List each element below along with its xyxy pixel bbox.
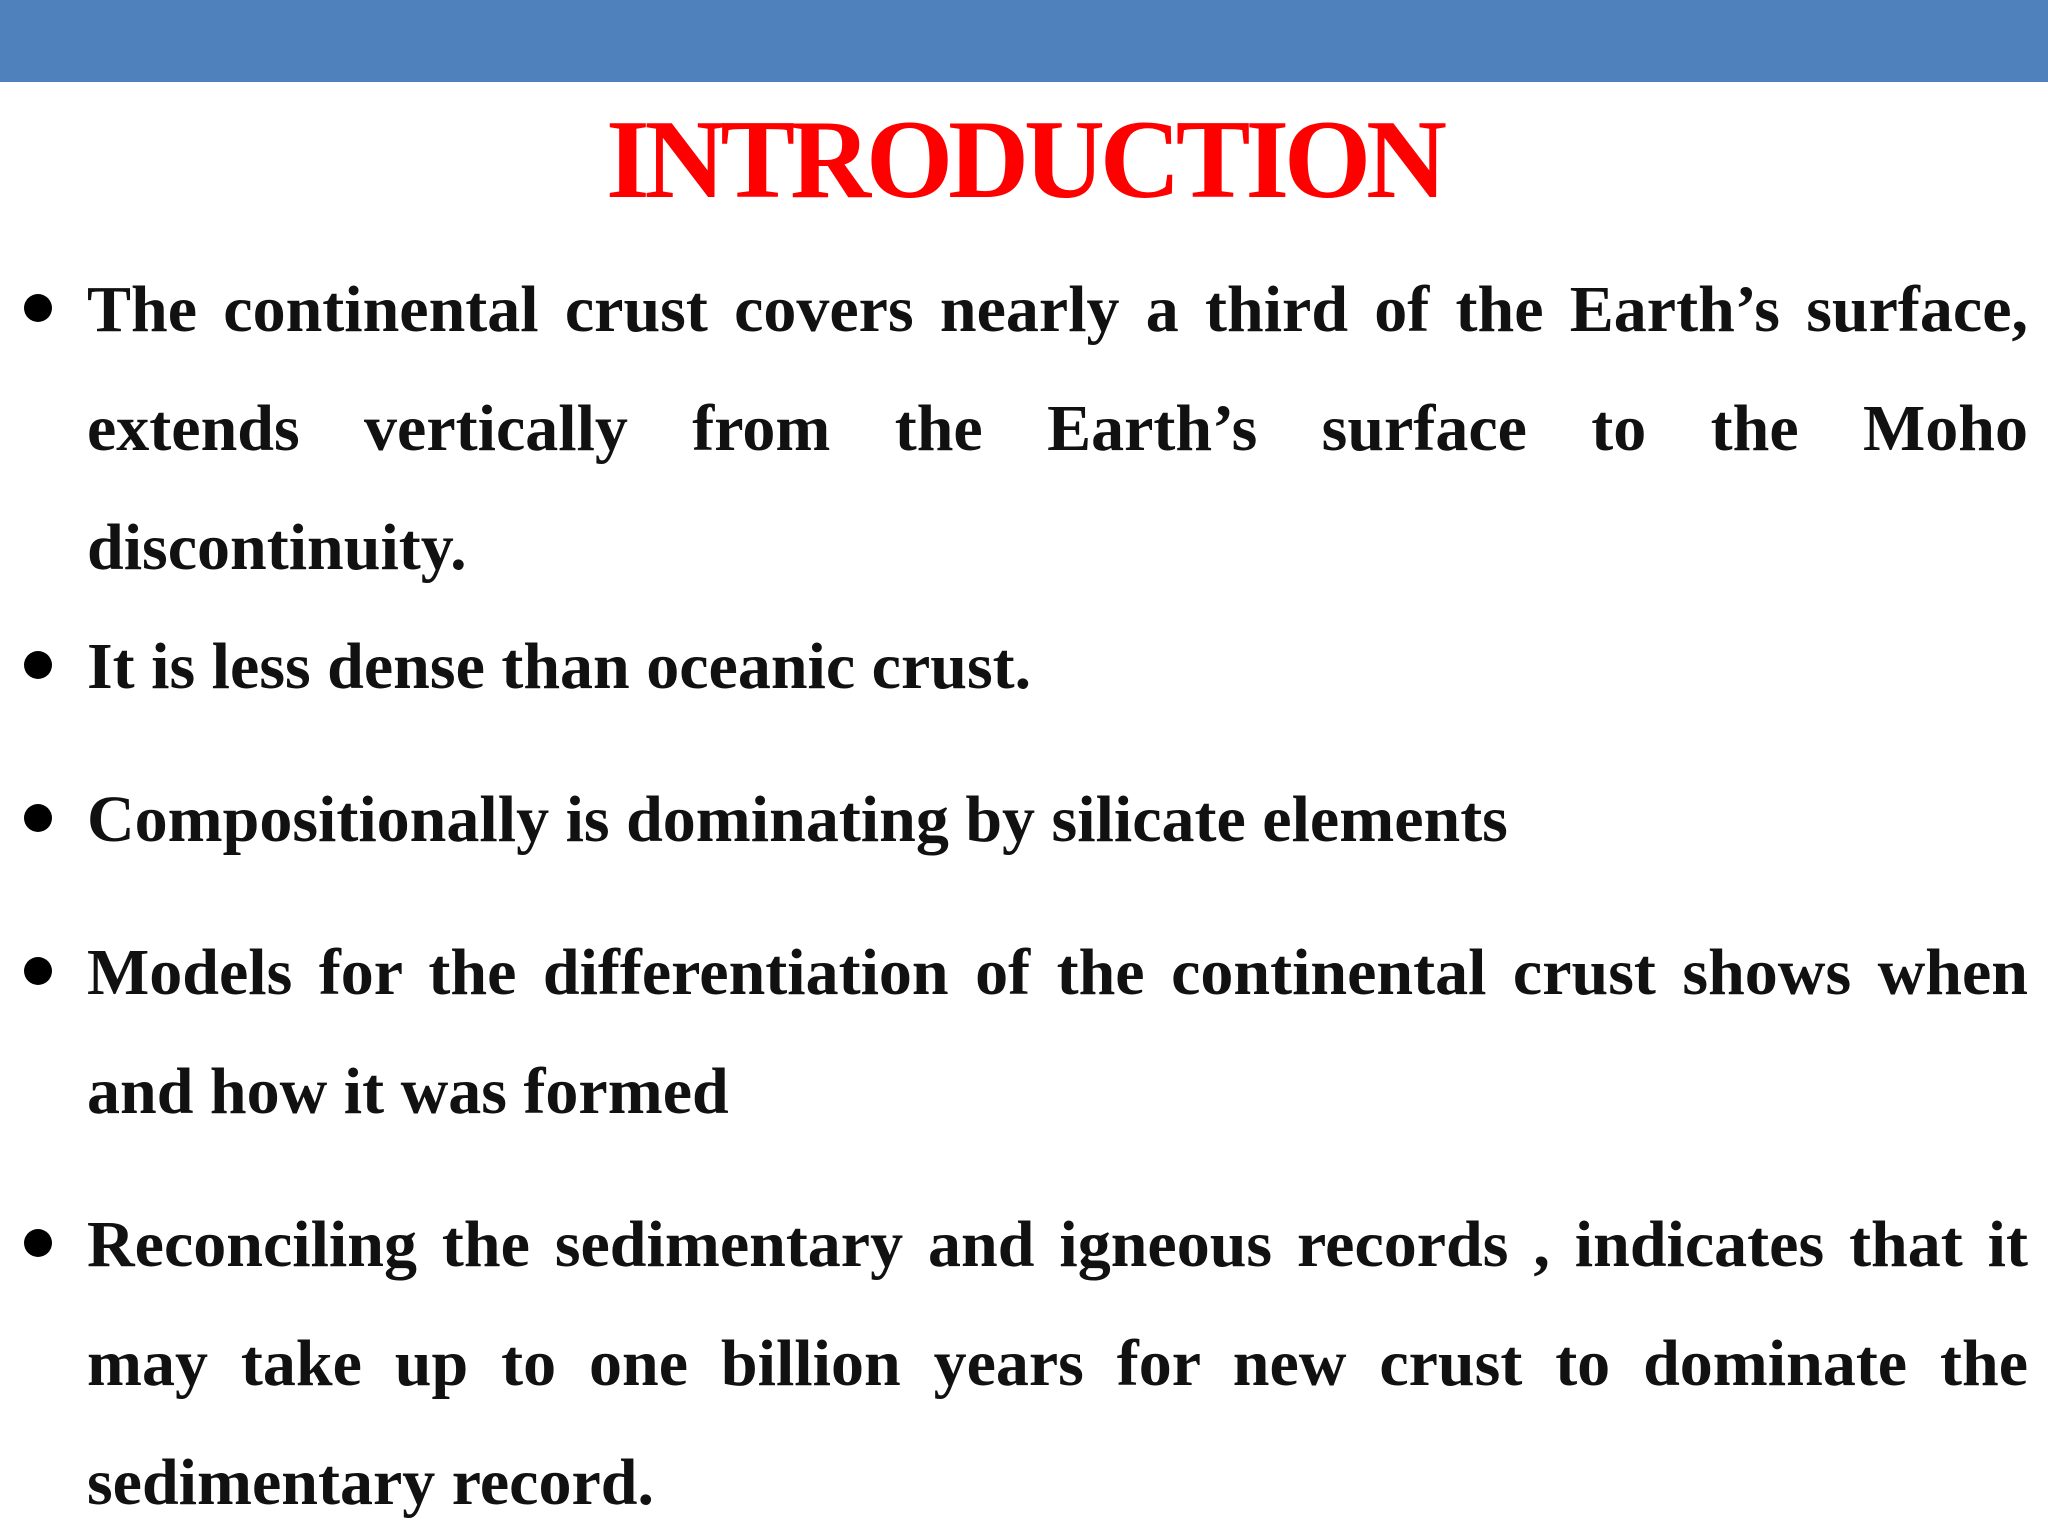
bullet-item (0, 760, 2048, 879)
slide-title: INTRODUCTION (605, 98, 1443, 222)
bullet-item (0, 250, 2048, 607)
bullet-dot-icon (24, 804, 52, 832)
bullet-dot-icon (24, 651, 52, 679)
bullet-list (0, 250, 2048, 1536)
bullet-item (0, 607, 2048, 726)
bullet-text: Models for the differentiation of the continental crust shows when and how it was formed (87, 936, 2028, 1128)
bullet-item (0, 1185, 2048, 1536)
bullet-dot-icon (24, 294, 52, 322)
bullet-text: It is less dense than oceanic crust. (87, 630, 1032, 703)
bullet-dot-icon (24, 957, 52, 985)
bullet-text: Compositionally is dominating by silicate elements (87, 783, 1508, 856)
bullet-dot-icon (24, 1229, 52, 1257)
bullet-text: The continental crust covers nearly a third of the Earth’s surface, extends vertically from the Earth’s surface to the Moho discontinuity. (87, 273, 2028, 584)
bullet-text: Reconciling the sedimentary and igneous records , indicates that it may take up to one billion years for new crust to dominate the sedimentary record. (87, 1208, 2028, 1519)
bullet-item (0, 913, 2048, 1151)
header-band (0, 0, 2048, 82)
